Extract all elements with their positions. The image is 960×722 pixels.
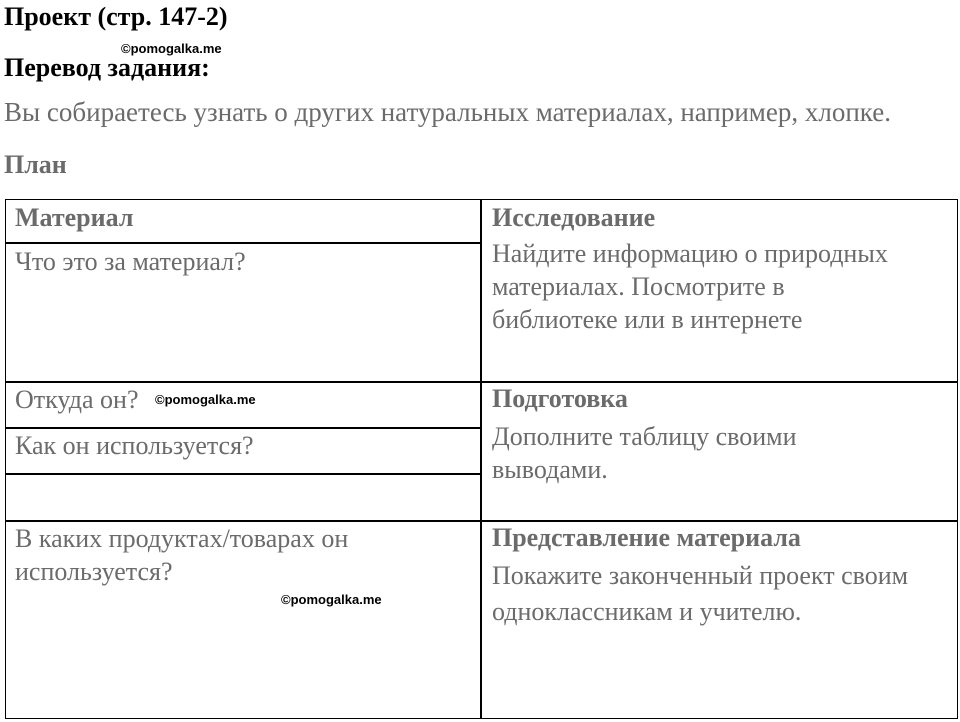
preparation-line2: выводами. (492, 455, 608, 484)
plan-label: План (4, 150, 67, 179)
material-header: Материал (15, 203, 134, 232)
page-title: Проект (стр. 147-2) (4, 2, 228, 31)
question-how-used: Как он используется? (15, 431, 254, 460)
translation-heading: Перевод задания: (4, 53, 210, 82)
column-divider (480, 200, 482, 718)
watermark-middle: ©pomogalka.me (155, 392, 256, 407)
research-line1: Найдите информацию о природных (492, 239, 888, 268)
question-what-material: Что это за материал? (15, 247, 246, 276)
research-line2: материалах. Посмотрите в (492, 272, 785, 301)
question-where-from: Откуда он? (15, 385, 139, 414)
row-divider (6, 242, 480, 244)
research-line3: библиотеке или в интернете (492, 305, 803, 334)
row-divider (6, 381, 957, 383)
research-header: Исследование (492, 203, 656, 232)
task-text: Вы собираетесь узнать о других натуральных материалах, например, хлопке. (4, 97, 891, 127)
presentation-line2: одноклассникам и учителю. (492, 597, 802, 626)
watermark-bottom: ©pomogalka.me (281, 592, 382, 607)
plan-table (5, 199, 958, 719)
preparation-line1: Дополните таблицу своими (492, 422, 797, 451)
presentation-line1: Покажите законченный проект своим (492, 561, 909, 590)
question-products-line2: используется? (15, 557, 173, 586)
row-divider (6, 473, 480, 475)
preparation-header: Подготовка (492, 384, 628, 413)
question-products-line1: В каких продуктах/товарах он (15, 524, 349, 553)
presentation-header: Представление материала (492, 523, 801, 552)
watermark-top: ©pomogalka.me (121, 41, 222, 56)
